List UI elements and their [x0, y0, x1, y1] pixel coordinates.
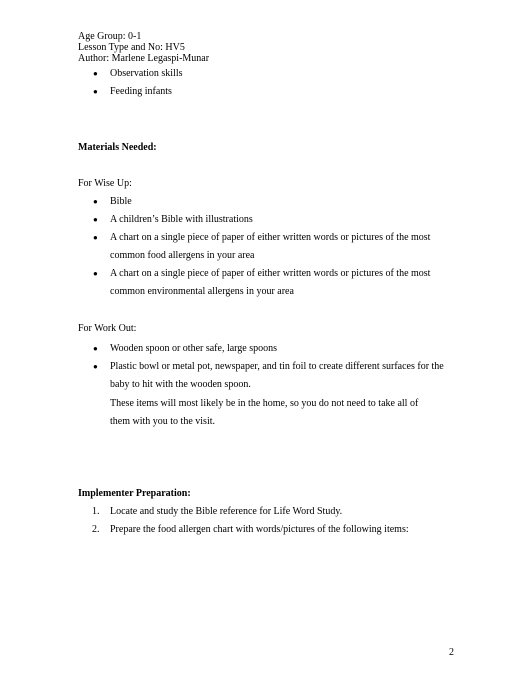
age-group: Age Group: 0-1: [78, 31, 142, 42]
wise-up-label: For Wise Up:: [78, 178, 132, 189]
lesson-type: Lesson Type and No: HV5: [78, 42, 185, 53]
bullet-icon: ●: [93, 197, 98, 206]
page-number: 2: [449, 647, 454, 658]
step-number: 1.: [92, 506, 100, 517]
list-item: ● Plastic bowl or metal pot, newspaper, and tin foil to create different surfaces for the baby to hit with the wooden spoon.: [0, 358, 450, 394]
wise-up-list: [0, 193, 450, 301]
list-item: ● Bible: [0, 193, 450, 211]
bullet-icon: ●: [93, 269, 98, 278]
work-out-list: [0, 340, 450, 394]
topic-list: [0, 65, 450, 101]
author: Author: Marlene Legaspi-Munar: [78, 53, 210, 64]
bullet-icon: ●: [93, 362, 98, 371]
bullet-icon: ●: [93, 215, 98, 224]
preparation-heading: Implementer Preparation:: [78, 488, 191, 499]
preparation-steps: [0, 503, 450, 539]
work-out-note: These items will most likely be in the home, so you do not need to take all of them with you to the visit.: [110, 398, 419, 427]
bullet-icon: ●: [93, 233, 98, 242]
list-item: ● A chart on a single piece of paper of either written words or pictures of the most common food allergens in your area: [0, 229, 450, 265]
step-number: 2.: [92, 524, 100, 535]
list-item: ● A children’s Bible with illustrations: [0, 211, 450, 229]
list-item: ● Wooden spoon or other safe, large spoons: [0, 340, 450, 358]
list-item: ● Observation skills: [0, 65, 450, 83]
list-item: ● Feeding infants: [0, 83, 450, 101]
work-out-label: For Work Out:: [78, 323, 137, 334]
list-item: 2. Prepare the food allergen chart with words/pictures of the following items:: [0, 521, 450, 539]
bullet-icon: ●: [93, 87, 98, 96]
bullet-icon: ●: [93, 344, 98, 353]
list-item: ● A chart on a single piece of paper of either written words or pictures of the most common environmental allergens in your area: [0, 265, 450, 301]
lesson-header: [78, 31, 209, 64]
materials-heading: Materials Needed:: [78, 142, 157, 153]
bullet-icon: ●: [93, 69, 98, 78]
list-item: 1. Locate and study the Bible reference for Life Word Study.: [0, 503, 450, 521]
